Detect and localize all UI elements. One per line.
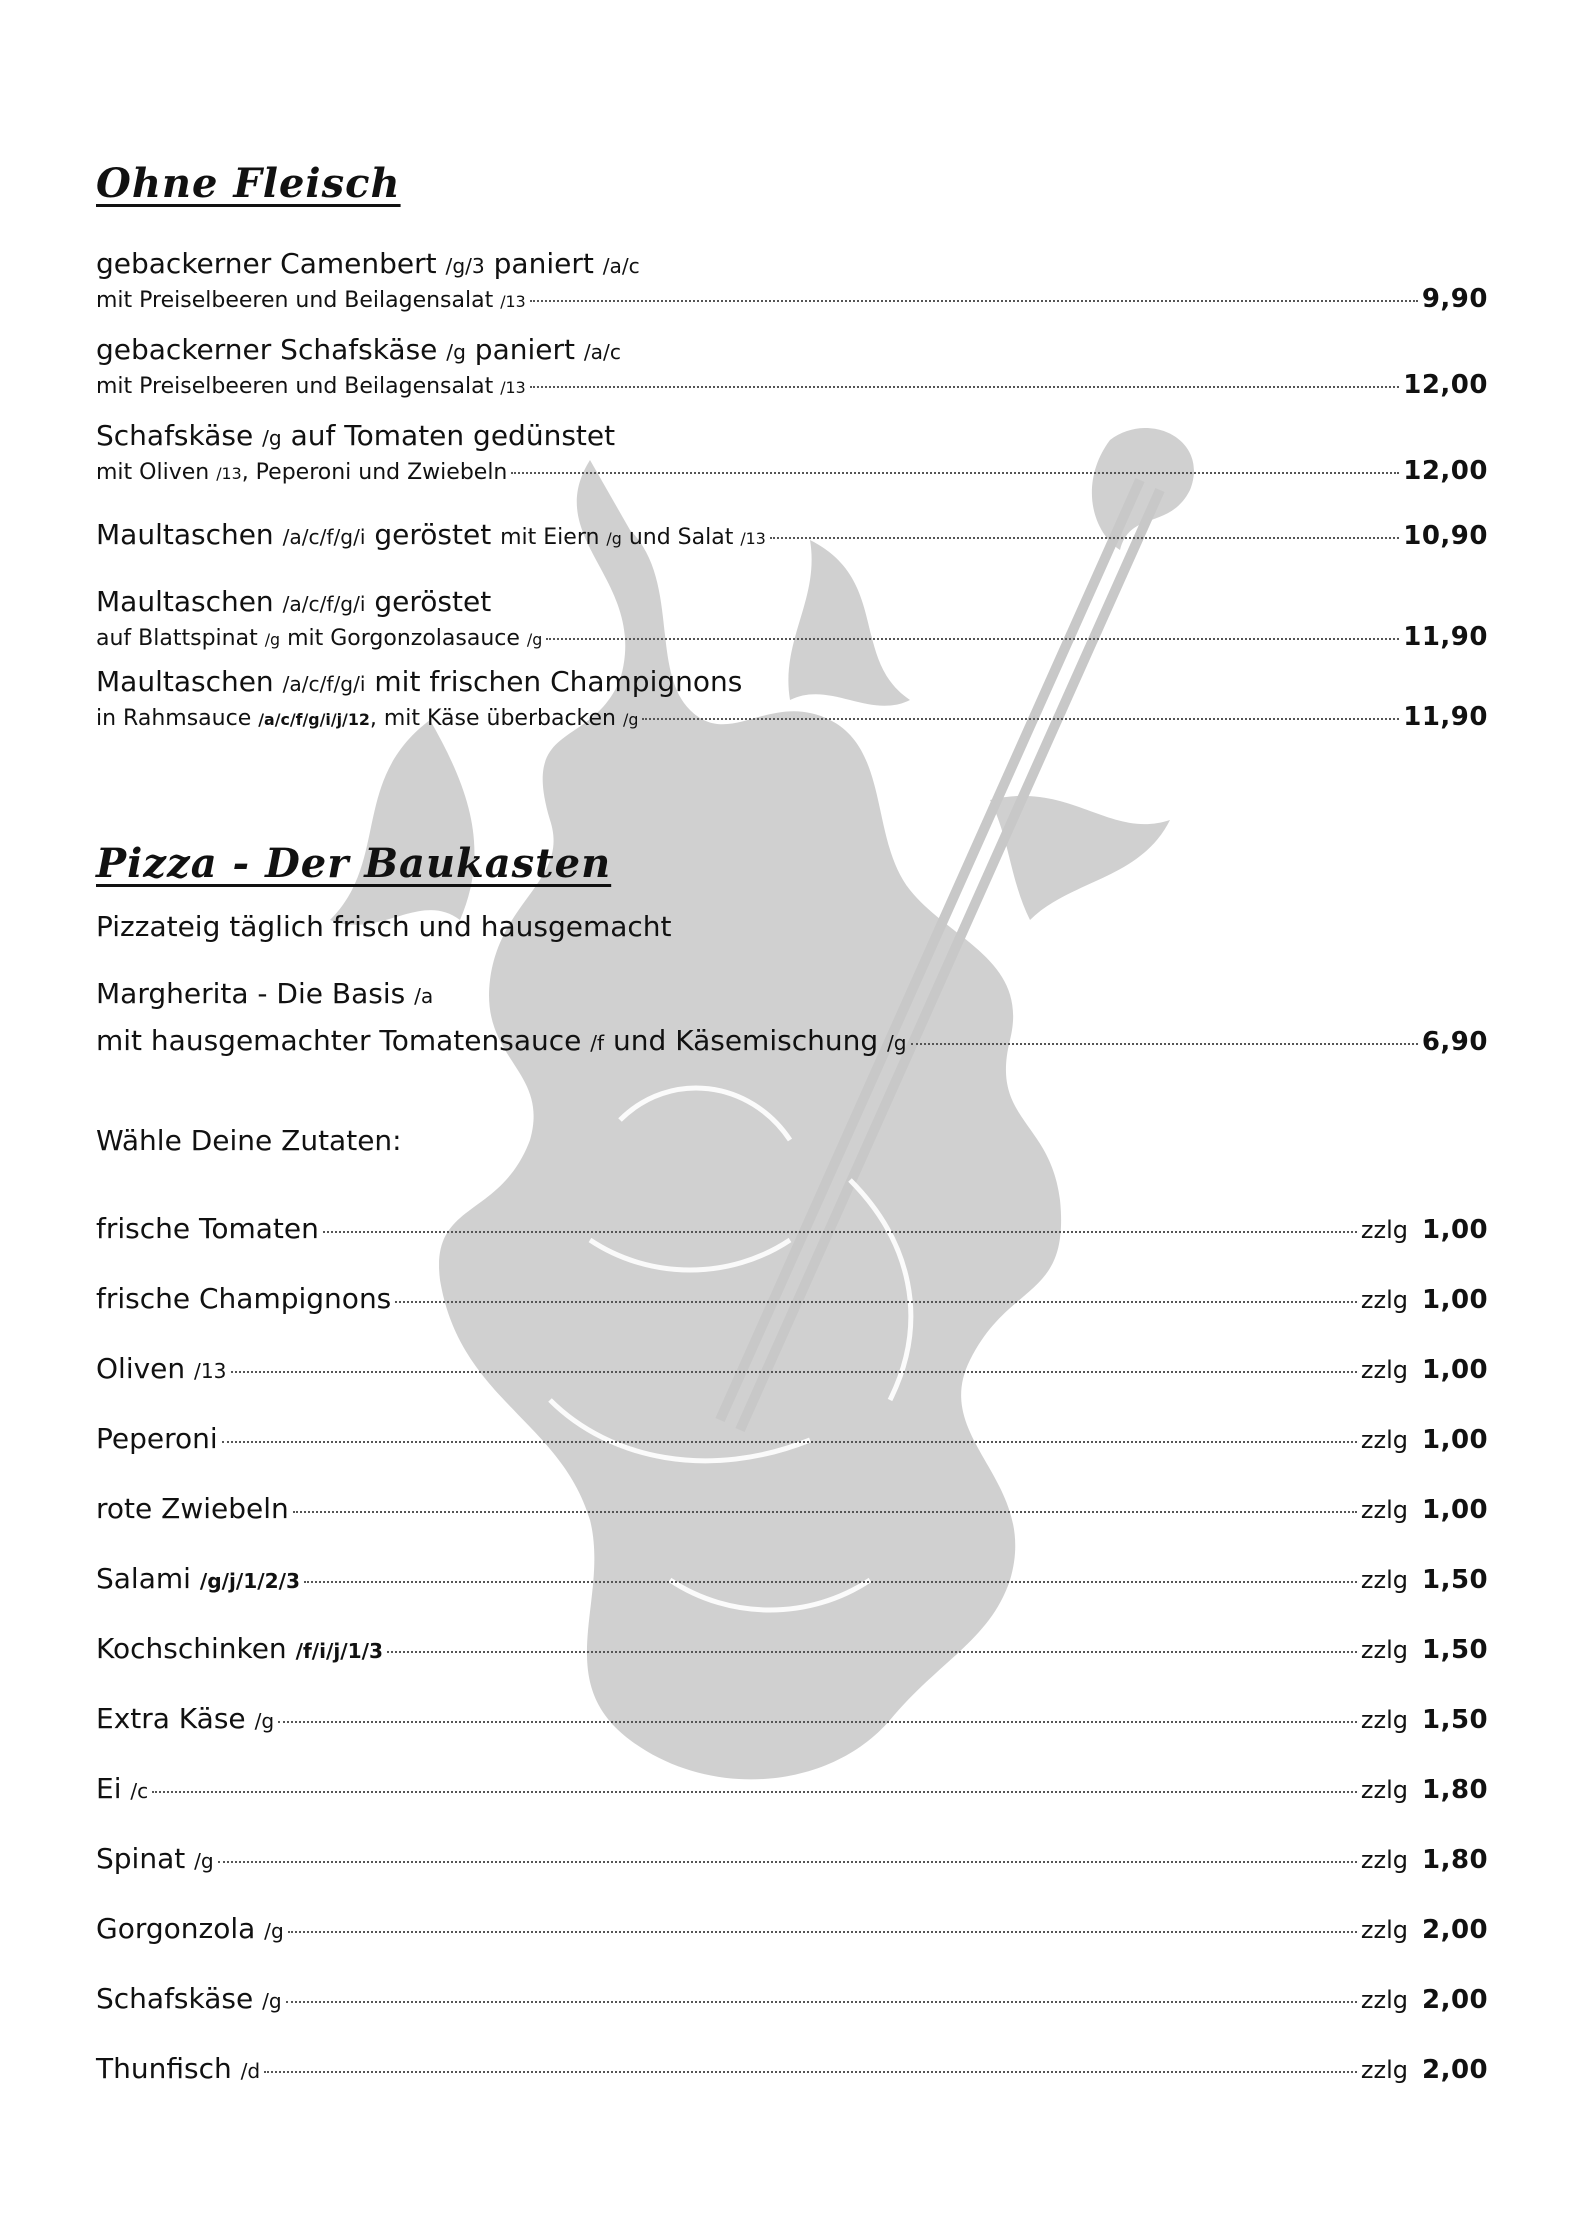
topping-price: 1,00	[1422, 1495, 1489, 1525]
item-desc-line: mit Preiselbeeren und Beilagensalat /13 12,00	[96, 370, 1488, 400]
item-price: 12,00	[1403, 370, 1488, 400]
choose-toppings-label: Wähle Deine Zutaten:	[96, 1124, 402, 1157]
topping-price: 2,00	[1422, 1985, 1489, 2015]
allergen-code: /g	[622, 710, 639, 729]
topping-row: Oliven /13 zzlg 1,00	[96, 1352, 1489, 1385]
topping-row: Schafskäse /g zzlg 2,00	[96, 1982, 1489, 2015]
item-title: Maultaschen /a/c/f/g/i geröstet	[96, 585, 492, 618]
topping-price: 2,00	[1422, 1915, 1489, 1945]
allergen-code: /a/c/f/g/i/j/12	[258, 710, 370, 729]
dot-leader	[304, 1581, 1357, 1583]
item-price: 10,90	[1403, 521, 1488, 551]
topping-price: 1,00	[1422, 1355, 1489, 1385]
zzlg-label: zzlg	[1360, 1776, 1408, 1804]
dot-leader	[387, 1651, 1357, 1653]
topping-row: frische Tomaten zzlg 1,00	[96, 1212, 1489, 1245]
allergen-code: /g	[254, 1709, 275, 1733]
menu-page	[96, 0, 1488, 2222]
item-price: 6,90	[1421, 1027, 1488, 1057]
section-heading-pizza: Pizza - Der Baukasten	[96, 840, 612, 887]
allergen-code: /a	[414, 984, 434, 1008]
topping-price: 1,80	[1422, 1845, 1489, 1875]
item-price: 12,00	[1403, 456, 1488, 486]
zzlg-label: zzlg	[1360, 1496, 1408, 1524]
allergen-code: /g	[446, 340, 466, 364]
dot-leader	[323, 1231, 1357, 1233]
topping-price: 1,00	[1422, 1215, 1489, 1245]
topping-price: 1,50	[1422, 1565, 1489, 1595]
item-desc-line: auf Blattspinat /g mit Gorgonzolasauce /g 11,90	[96, 622, 1488, 652]
topping-price: 1,00	[1422, 1285, 1489, 1315]
topping-price: 2,00	[1422, 2055, 1489, 2085]
zzlg-label: zzlg	[1360, 1636, 1408, 1664]
topping-price: 1,50	[1422, 1635, 1489, 1665]
topping-price: 1,00	[1422, 1425, 1489, 1455]
dot-leader	[642, 718, 1399, 720]
menu-item-schafskaese-tomaten	[96, 418, 1488, 486]
item-desc-line: mit hausgemachter Tomatensauce /f und Käsemischung /g 6,90	[96, 1024, 1488, 1057]
zzlg-label: zzlg	[1360, 1846, 1408, 1874]
dot-leader	[218, 1861, 1357, 1863]
menu-item-schafskaese-paniert	[96, 332, 1488, 400]
dot-leader	[511, 472, 1399, 474]
allergen-code: /d	[240, 2059, 261, 2083]
allergen-code: /g	[887, 1031, 907, 1055]
topping-row: Ei /c zzlg 1,80	[96, 1772, 1489, 1805]
allergen-code: /f	[590, 1031, 605, 1055]
allergen-code: /g	[526, 630, 543, 649]
topping-row: Peperoni zzlg 1,00	[96, 1422, 1489, 1455]
allergen-code: /g	[264, 1919, 284, 1943]
menu-item-camenbert	[96, 246, 1488, 314]
zzlg-label: zzlg	[1360, 1286, 1408, 1314]
allergen-code: /g	[194, 1849, 214, 1873]
item-title: Margherita - Die Basis /a	[96, 977, 434, 1010]
dot-leader	[231, 1371, 1357, 1373]
zzlg-label: zzlg	[1360, 1986, 1408, 2014]
allergen-code: /g/j/1/2/3	[199, 1569, 301, 1593]
topping-row: Thunfisch /d zzlg 2,00	[96, 2052, 1489, 2085]
item-title: gebackerner Camenbert /g/3 paniert /a/c	[96, 247, 640, 280]
zzlg-label: zzlg	[1360, 1426, 1408, 1454]
allergen-code: /a/c/f/g/i	[282, 592, 366, 616]
dot-leader	[293, 1511, 1357, 1513]
allergen-code: /a/c/f/g/i	[282, 672, 366, 696]
zzlg-label: zzlg	[1360, 1356, 1408, 1384]
allergen-code: /13	[216, 464, 242, 483]
item-desc-line: mit Preiselbeeren und Beilagensalat /13 9,90	[96, 284, 1488, 314]
dot-leader	[530, 386, 1400, 388]
item-price: 9,90	[1421, 284, 1488, 314]
topping-row: rote Zwiebeln zzlg 1,00	[96, 1492, 1489, 1525]
allergen-code: /13	[500, 292, 526, 311]
item-price: 11,90	[1403, 702, 1488, 732]
dot-leader	[152, 1791, 1357, 1793]
item-desc-line: in Rahmsauce /a/c/f/g/i/j/12, mit Käse überbacken /g 11,90	[96, 702, 1488, 732]
menu-item-maultaschen-spinat	[96, 584, 1488, 652]
menu-item-maultaschen-eier	[96, 518, 1488, 551]
item-desc-line: mit Oliven /13, Peperoni und Zwiebeln 12,00	[96, 456, 1488, 486]
menu-item-margherita	[96, 976, 1488, 1057]
item-line: Maultaschen /a/c/f/g/i geröstet mit Eiern /g und Salat /13 10,90	[96, 518, 1488, 551]
allergen-code: /a/c	[583, 340, 621, 364]
dot-leader	[530, 300, 1418, 302]
allergen-code: /13	[194, 1359, 227, 1383]
allergen-code: /c	[130, 1779, 149, 1803]
item-title: Maultaschen /a/c/f/g/i mit frischen Champignons	[96, 665, 743, 698]
item-title: gebackerner Schafskäse /g paniert /a/c	[96, 333, 621, 366]
dot-leader	[286, 2001, 1357, 2003]
zzlg-label: zzlg	[1360, 1916, 1408, 1944]
topping-price: 1,80	[1422, 1775, 1489, 1805]
topping-row: frische Champignons zzlg 1,00	[96, 1282, 1489, 1315]
section-subtitle: Pizzateig täglich frisch und hausgemacht	[96, 910, 672, 943]
topping-row: Spinat /g zzlg 1,80	[96, 1842, 1489, 1875]
menu-item-maultaschen-champignons	[96, 664, 1488, 732]
topping-row: Salami /g/j/1/2/3 zzlg 1,50	[96, 1562, 1489, 1595]
allergen-code: /g	[262, 426, 282, 450]
allergen-code: /13	[500, 378, 526, 397]
zzlg-label: zzlg	[1360, 1216, 1408, 1244]
dot-leader	[278, 1721, 1357, 1723]
dot-leader	[222, 1441, 1357, 1443]
dot-leader	[264, 2071, 1357, 2073]
dot-leader	[288, 1931, 1357, 1933]
dot-leader	[395, 1301, 1357, 1303]
dot-leader	[911, 1043, 1418, 1045]
allergen-code: /f/i/j/1/3	[295, 1639, 384, 1663]
zzlg-label: zzlg	[1360, 1706, 1408, 1734]
topping-row: Kochschinken /f/i/j/1/3 zzlg 1,50	[96, 1632, 1489, 1665]
allergen-code: /a/c/f/g/i	[282, 525, 366, 549]
topping-row: Gorgonzola /g zzlg 2,00	[96, 1912, 1489, 1945]
section-heading-ohne-fleisch: Ohne Fleisch	[96, 160, 401, 207]
zzlg-label: zzlg	[1360, 1566, 1408, 1594]
topping-price: 1,50	[1422, 1705, 1489, 1735]
allergen-code: /13	[740, 529, 766, 548]
topping-row: Extra Käse /g zzlg 1,50	[96, 1702, 1489, 1735]
dot-leader	[546, 638, 1399, 640]
dot-leader	[770, 537, 1399, 539]
item-title: Schafskäse /g auf Tomaten gedünstet	[96, 419, 616, 452]
allergen-code: /a/c	[602, 254, 640, 278]
allergen-code: /g/3	[445, 254, 485, 278]
allergen-code: /g	[606, 529, 622, 548]
allergen-code: /g	[262, 1989, 282, 2013]
item-price: 11,90	[1403, 622, 1488, 652]
allergen-code: /g	[264, 630, 281, 649]
zzlg-label: zzlg	[1360, 2056, 1408, 2084]
